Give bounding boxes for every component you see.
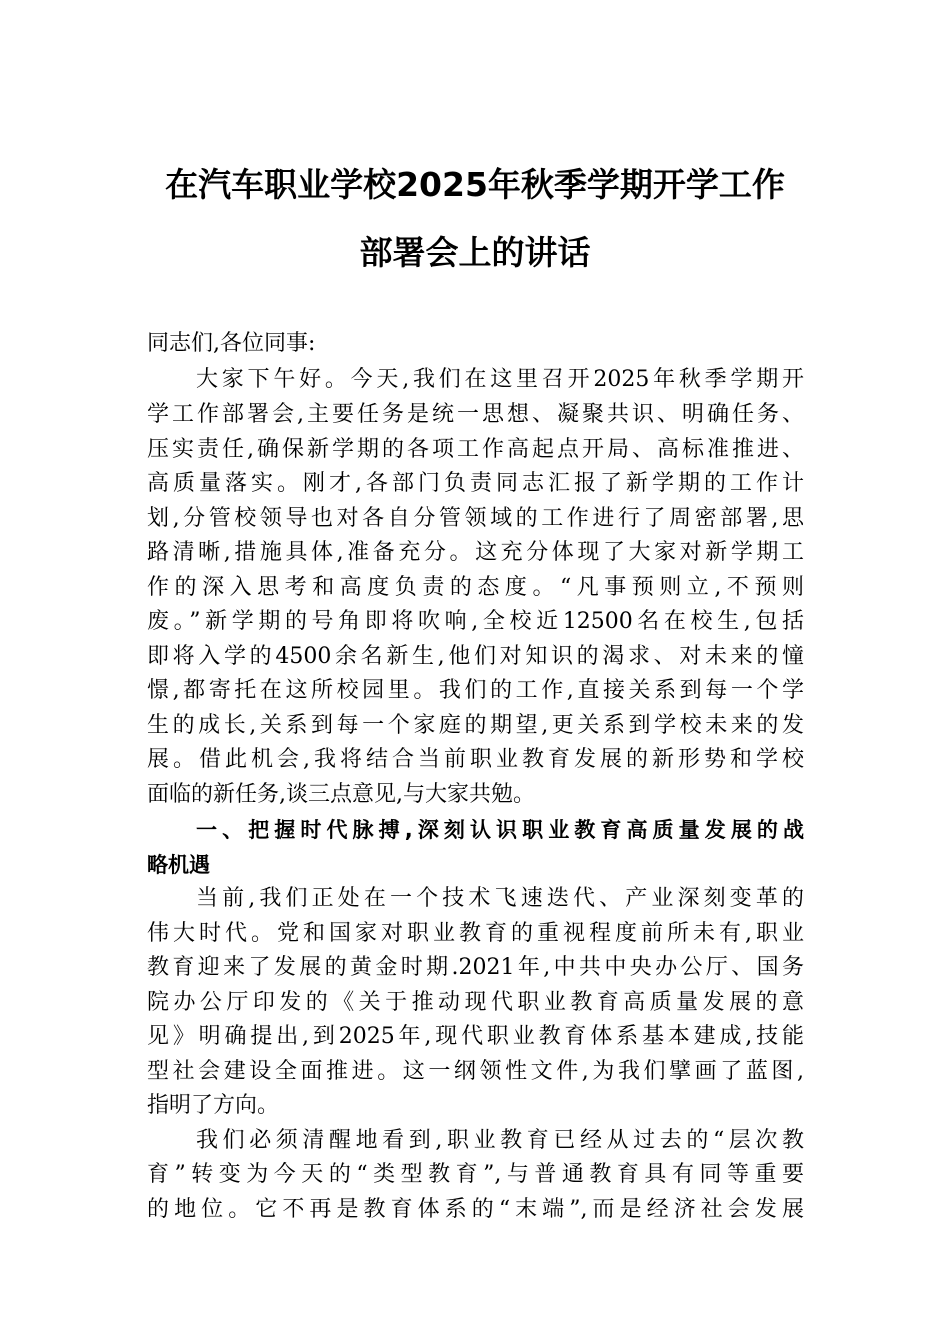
document-title-line-2: 部署会上的讲话	[359, 233, 591, 272]
paragraph-line: 伟大时代。党和国家对职业教育的重视程度前所未有,职业	[147, 921, 804, 946]
paragraph-line: 路清晰,措施具体,准备充分。这充分体现了大家对新学期工	[147, 540, 804, 565]
paragraph-line: 即将入学的4500余名新生,他们对知识的渴求、对未来的憧	[147, 644, 804, 669]
paragraph-line: 面临的新任务,谈三点意见,与大家共勉。	[147, 782, 535, 807]
heading-line: 一、把握时代脉搏,深刻认识职业教育高质量发展的战	[196, 818, 804, 842]
paragraph-line: 生的成长,关系到每一个家庭的期望,更关系到学校未来的发	[147, 713, 804, 738]
paragraph-line: 压实责任,确保新学期的各项工作高起点开局、高标准推进、	[147, 437, 804, 462]
paragraph-line: 当前,我们正处在一个技术飞速迭代、产业深刻变革的	[196, 886, 804, 911]
salutation: 同志们,各位同事:	[147, 331, 316, 356]
document-title-line-1: 在汽车职业学校2025年秋季学期开学工作	[165, 165, 785, 204]
paragraph-line: 憬,都寄托在这所校园里。我们的工作,直接关系到每一个学	[147, 678, 804, 703]
paragraph-line: 我们必须清醒地看到,职业教育已经从过去的“层次教	[196, 1128, 804, 1153]
paragraph-line: 划,分管校领导也对各自分管领域的工作进行了周密部署,思	[147, 506, 804, 531]
paragraph-line: 教育迎来了发展的黄金时期.2021年,中共中央办公厅、国务	[147, 955, 804, 980]
paragraph-line: 型社会建设全面推进。这一纲领性文件,为我们擘画了蓝图,	[147, 1059, 804, 1084]
paragraph-line: 展。借此机会,我将结合当前职业教育发展的新形势和学校	[147, 747, 804, 772]
paragraph-line: 的地位。它不再是教育体系的“末端”,而是经济社会发展	[147, 1197, 804, 1222]
paragraph-line: 育”转变为今天的“类型教育”,与普通教育具有同等重要	[147, 1162, 804, 1187]
paragraph-line: 见》明确提出,到2025年,现代职业教育体系基本建成,技能	[147, 1024, 804, 1049]
paragraph-line: 大家下午好。今天,我们在这里召开2025年秋季学期开	[196, 367, 804, 392]
paragraph-line: 指明了方向。	[147, 1093, 280, 1118]
paragraph-line: 学工作部署会,主要任务是统一思想、凝聚共识、明确任务、	[147, 402, 804, 427]
paragraph-line: 作的深入思考和高度负责的态度。“凡事预则立,不预则	[147, 575, 804, 600]
paragraph-line: 废。”新学期的号角即将吹响,全校近12500名在校生,包括	[147, 609, 804, 634]
paragraph-line: 院办公厅印发的《关于推动现代职业教育高质量发展的意	[147, 990, 804, 1015]
paragraph-line: 高质量落实。刚才,各部门负责同志汇报了新学期的工作计	[147, 471, 804, 496]
heading-line: 略机遇	[147, 853, 210, 877]
